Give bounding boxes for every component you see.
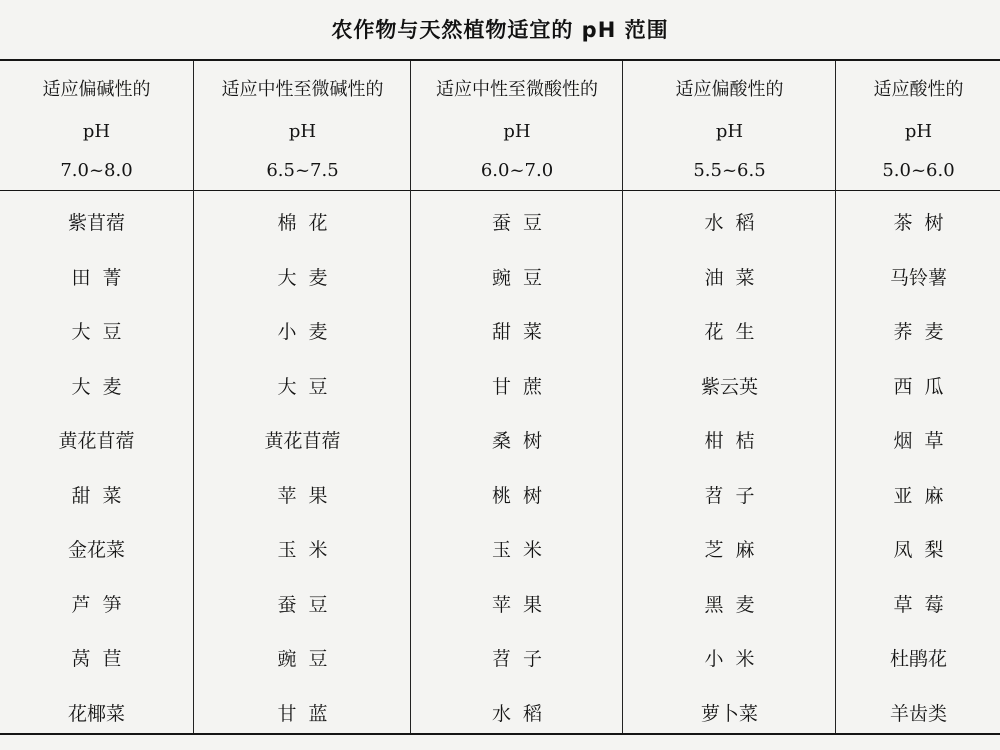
- column-header: [411, 61, 623, 190]
- table-column: [0, 61, 193, 733]
- plant-cell: 大 麦: [277, 266, 328, 289]
- column-header-ph: pH: [82, 121, 111, 142]
- column-header-label: 适应偏酸性的: [675, 79, 784, 100]
- plant-cell: 玉 米: [277, 539, 328, 561]
- plant-cell: 黄花苜蓿: [264, 430, 341, 452]
- plant-cell: 苕 子: [491, 648, 543, 670]
- plant-cell: 大 麦: [71, 375, 122, 398]
- plant-cell: 桑 树: [491, 430, 543, 452]
- plant-cell: 西 瓜: [893, 375, 944, 398]
- plant-cell: 甜 菜: [491, 321, 543, 343]
- plant-cell: 小 麦: [277, 321, 328, 343]
- plant-cell: 甘 蓝: [277, 702, 328, 725]
- plant-cell: 大 豆: [277, 375, 328, 398]
- plant-cell: 棉 花: [277, 212, 328, 234]
- column-header-ph: pH: [904, 121, 933, 142]
- table-bottom-rule: [0, 733, 1000, 735]
- column-header-label: 适应酸性的: [873, 79, 964, 100]
- plant-cell: 水 稻: [491, 702, 543, 725]
- plant-cell: 草 莓: [893, 593, 944, 616]
- plant-cell: 苹 果: [491, 593, 543, 616]
- plant-cell: 花 生: [704, 321, 755, 343]
- column-header-label: 适应中性至微碱性的: [221, 79, 384, 100]
- plant-cell: 亚 麻: [893, 484, 944, 507]
- plant-cell: 油 菜: [704, 266, 755, 289]
- column-header-range: 5.5~6.5: [693, 160, 766, 181]
- plant-cell: 柑 桔: [704, 430, 755, 452]
- plant-cell: 田 菁: [71, 266, 122, 289]
- column-header: [194, 61, 411, 190]
- plant-cell: 紫苜蓿: [67, 212, 125, 234]
- plant-cell: 芦 笋: [71, 593, 122, 616]
- plant-cell: 甜 菜: [71, 484, 122, 507]
- table-column: [193, 61, 411, 733]
- plant-cell: 水 稻: [704, 212, 755, 234]
- column-header: [623, 61, 836, 190]
- plant-cell: 苕 子: [704, 484, 755, 507]
- column-header-label: 适应偏碱性的: [42, 79, 151, 100]
- plant-cell: 黑 麦: [704, 593, 755, 616]
- plant-cell: 紫云英: [700, 375, 758, 398]
- plant-cell: 桃 树: [491, 484, 543, 507]
- plant-cell: 烟 草: [893, 430, 944, 452]
- column-header-ph: pH: [503, 121, 531, 142]
- plant-cell: 荞 麦: [893, 321, 944, 343]
- plant-cell: 玉 米: [491, 539, 543, 561]
- plant-cell: 豌 豆: [277, 648, 328, 670]
- column-header-range: 5.0~6.0: [882, 160, 955, 181]
- column-header-label: 适应中性至微酸性的: [436, 79, 598, 100]
- plant-cell: 芝 麻: [704, 539, 755, 561]
- table-column: [622, 61, 836, 733]
- column-header-range: 6.0~7.0: [480, 160, 554, 181]
- plant-cell: 莴 苣: [71, 648, 122, 670]
- page-title: 农作物与天然植物适宜的 pH 范围: [331, 18, 669, 42]
- plant-cell: 杜鹃花: [889, 648, 947, 670]
- plant-cell: 萝卜菜: [700, 702, 758, 725]
- column-header: [0, 61, 193, 190]
- plant-cell: 凤 梨: [893, 539, 944, 561]
- column-header-range: 6.5~7.5: [266, 160, 339, 181]
- column-header-ph: pH: [288, 121, 317, 142]
- column-header-ph: pH: [715, 121, 744, 142]
- plant-cell: 金花菜: [67, 539, 125, 561]
- plant-cell: 黄花苜蓿: [58, 430, 135, 452]
- plant-cell: 甘 蔗: [491, 375, 543, 398]
- plant-cell: 羊齿类: [889, 702, 947, 725]
- plant-cell: 花椰菜: [67, 702, 125, 725]
- table-column: [835, 61, 1000, 733]
- plant-cell: 蚕 豆: [491, 212, 543, 234]
- column-header: [836, 61, 1000, 190]
- plant-cell: 小 米: [704, 648, 755, 670]
- plant-cell: 豌 豆: [491, 266, 543, 289]
- plant-cell: 苹 果: [277, 484, 328, 507]
- plant-cell: 马铃薯: [889, 266, 947, 289]
- plant-cell: 大 豆: [71, 321, 122, 343]
- table-column: [410, 61, 623, 733]
- plant-cell: 蚕 豆: [277, 593, 328, 616]
- plant-cell: 茶 树: [893, 212, 944, 234]
- column-header-range: 7.0~8.0: [60, 160, 133, 181]
